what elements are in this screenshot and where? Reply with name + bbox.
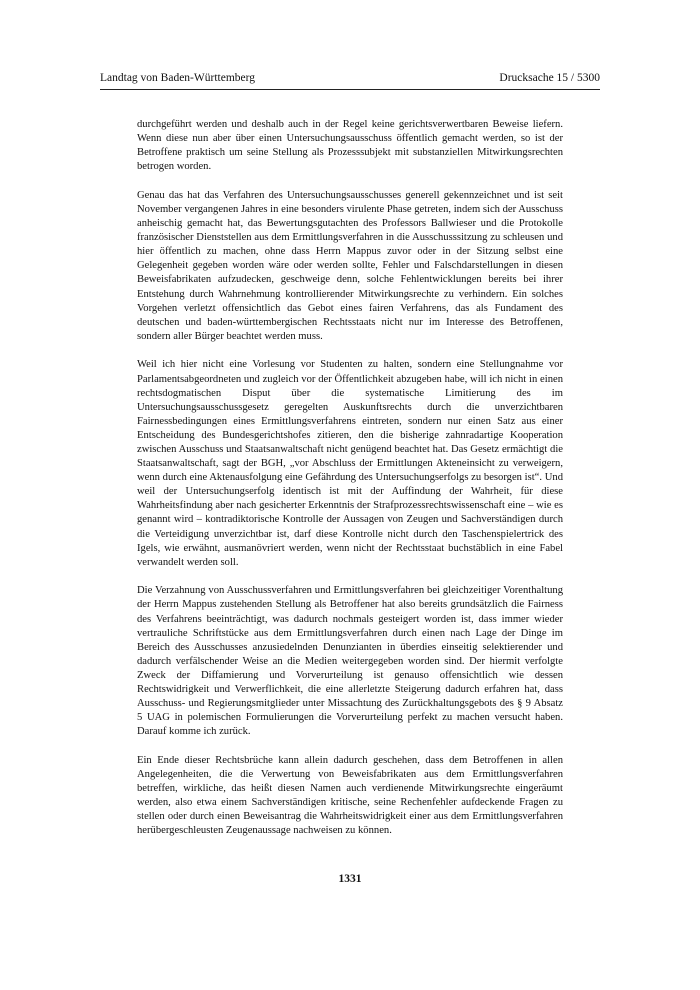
header-parliament-name: Landtag von Baden-Württemberg [100, 72, 255, 84]
header-divider [100, 89, 600, 90]
paragraph-3: Weil ich hier nicht eine Vorlesung vor Studenten zu halten, sondern eine Stellungnahme vor Parlamentsabgeordneten und zugleich vor der Öffentlichkeit abzugeben habe, will ich nicht in einen rechtsdogmatischen Disput über die systematische Limitierung des im Untersuchungsausschussgesetz geregelten Auskunftsrechts durch die unverzichtbaren Fairnessbedingungen eines Ermittlungsverfahrens eintreten, sondern nur einen Satz aus einer Entscheidung des Bundesgerichtshofes zitieren, den die bisherige zahnradartige Kooperation zwischen Ausschuss und Staatsanwaltschaft nicht genügend beachtet hat. Das Gesetz ermächtigt die Staatsanwaltschaft, sagt der BGH, „vor Abschluss der Ermittlungen Akteneinsicht zu verweigern, wenn durch eine Aktenausfolgung eine Gefährdung des Untersuchungserfolgs zu besorgen ist“. Und weil der Untersuchungserfolg identisch ist mit der Auffindung der Wahrheit, für diese Wahrheitsfindung aber nach gesicherter Erkenntnis der Strafprozessrechtswissenschaft eine – wie es genannt wird – kontradiktorische Kontrolle der Aussagen von Zeugen und Sachverständigen durch die Verteidigung unverzichtbar ist, darf diese Kontrolle nicht durch den Taschenspielertrick des Igels, wie erwähnt, ausmanövriert werden, wenn nicht der Rechtsstaat buchstäblich in eine Fabel verwandelt werden soll. [137, 359, 563, 568]
page-number: 1331 [338, 873, 362, 885]
running-header [100, 70, 600, 86]
paragraph-2: Genau das hat das Verfahren des Untersuchungsausschusses generell gekennzeichnet und ist seit November vergangenen Jahres in eine besonders virulente Phase getreten, indem sich der Ausschuss anheischig gemacht hat, das Bewertungsgutachten des Professors Ballwieser und die Protokolle französischer Dienststellen aus dem Ermittlungsverfahren in die Ausschusssitzung zu schleusen und hier öffentlich zu machen, ohne dass Herrn Mappus zuvor oder in der Sitzung selbst eine Gelegenheit gegeben worden wäre oder werden sollte, Fehler und Falschdarstellungen in diesen Beweisfabrikaten aufzudecken, geschweige denn, solche Fehlentwicklungen bereits bei ihrer Entstehung durch Wahrnehmung kontrollierender Mitwirkungsrechte zu verhindern. Ein solches Vorgehen verletzt offensichtlich das Gebot eines fairen Verfahrens, das als Fundament des deutschen und baden-württembergischen Rechtsstaats nicht nur im Interesse des Betroffenen, sondern aller Bürger beachtet werden muss. [137, 189, 563, 342]
paragraph-1: durchgeführt werden und deshalb auch in der Regel keine gerichtsverwertbaren Beweise liefern. Wenn diese nun aber über einen Untersuchungsausschuss öffentlich gemacht werden, so ist der Betroffene praktisch um seine Stellung als Prozesssubjekt mit substanziellen Mitwirkungsrechten betrogen worden. [137, 119, 563, 173]
body-text [137, 118, 563, 853]
paragraph-5: Ein Ende dieser Rechtsbrüche kann allein dadurch geschehen, dass dem Betroffenen in allen Angelegenheiten, die die Verwertung von Beweisfabrikaten aus dem Ermittlungsverfahren betreffen, wirkliche, das heißt diesen Namen auch verdienende Mitwirkungsrechte eingeräumt werden, also etwa einem Sachverständigen kritische, seine Rechenfehler aufdeckende Fragen zu stellen oder durch einen Beweisantrag die Wahrheitswidrigkeit einer aus dem Ermittlungsverfahren herübergeschleusten Zeugenaussage nachweisen zu können. [137, 754, 563, 837]
header-document-number: Drucksache 15 / 5300 [499, 72, 600, 84]
paragraph-4: Die Verzahnung von Ausschussverfahren und Ermittlungsverfahren bei gleichzeitiger Vorenthaltung der Herrn Mappus zustehenden Stellung als Betroffener hat also bereits grundsätzlich die Fairness des Verfahrens beeinträchtigt, was dadurch nochmals gesteigert worden ist, dass immer wieder vertrauliche Schriftstücke aus dem Ermittlungsverfahren durch einen nach Lage der Dinge im Bereich des Ausschusses anzusiedelnden Denunzianten in überdies einseitig selektierender und dadurch verfälschender Weise an die Medien weitergegeben worden sind. Der hiermit verfolgte Zweck der Diffamierung und Vorverurteilung ist genauso offensichtlich wie dessen Rechtswidrigkeit und Verwerflichkeit, die eine allerletzte Steigerung dadurch erfahren hat, dass Ausschuss- und Regierungsmitglieder unter Missachtung des Zurückhaltungsgebots des § 9 Absatz 5 UAG in polemischen Formulierungen die Vorverurteilung perfekt zu machen versucht haben. Darauf komme ich zurück. [137, 585, 563, 738]
